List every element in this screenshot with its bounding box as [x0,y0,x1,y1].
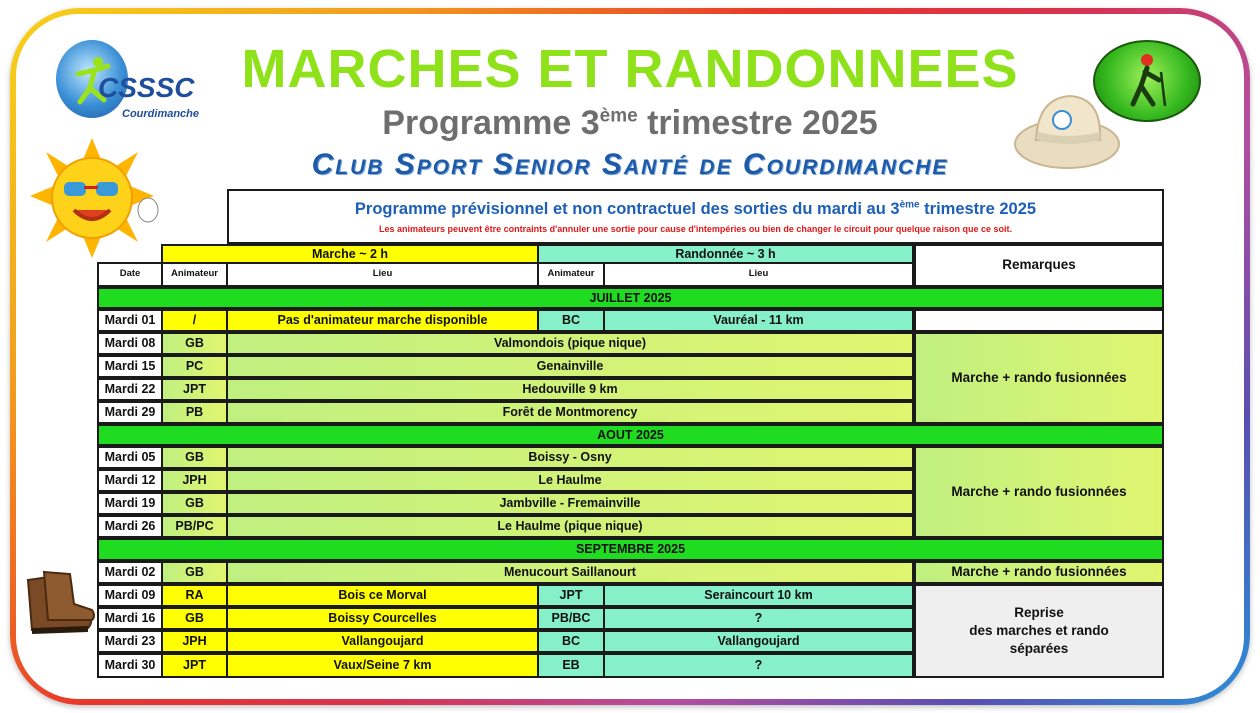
remark-cell-empty [914,309,1164,332]
remarques-header: Remarques [914,244,1164,287]
date-cell: Mardi 23 [97,630,163,653]
date-cell: Mardi 01 [97,309,163,332]
straw-hat-icon [1012,88,1122,174]
remark-cell: Marche + rando fusionnées [914,561,1164,584]
csssc-logo [52,40,202,130]
rando-lieu-cell: ? [603,653,914,678]
rando-animateur-cell: EB [537,653,605,678]
hiking-boots-icon [22,570,98,640]
date-cell: Mardi 19 [97,492,163,515]
month-banner-aout: AOUT 2025 [97,424,1164,446]
lieu-cell: Jambville - Fremainville [226,492,914,515]
lieu-cell: Le Haulme [226,469,914,492]
logo-text: CSSSC [98,72,195,103]
animateur-cell: GB [161,446,228,469]
lieu-cell: Forêt de Montmorency [226,401,914,424]
marche-lieu-cell: Pas d'animateur marche disponible [226,309,539,332]
logo-city: Courdimanche [122,108,200,120]
animateur-cell: PB [161,401,228,424]
lieu-cell: Le Haulme (pique nique) [226,515,914,538]
animateur-cell: PB/PC [161,515,228,538]
page-subtitle: Programme 3ème trimestre 2025 [382,104,878,142]
animateur-cell: JPT [161,378,228,401]
rando-lieu-cell: Vallangoujard [603,630,914,653]
date-cell: Mardi 22 [97,378,163,401]
marche-animateur-cell: / [161,309,228,332]
date-cell: Mardi 12 [97,469,163,492]
marche-lieu-header: Lieu [226,262,539,287]
remark-cell-reprise [914,584,1164,678]
notice-box [227,189,1164,244]
rando-animateur-header: Animateur [537,262,605,287]
program-table [97,189,1164,678]
marche-lieu-cell: Vallangoujard [226,630,539,653]
animateur-cell: GB [161,492,228,515]
date-cell: Mardi 26 [97,515,163,538]
remark-line: Reprise [1014,604,1064,620]
marche-animateur-cell: RA [161,584,228,607]
lieu-cell: Boissy - Osny [226,446,914,469]
remark-cell: Marche + rando fusionnées [914,332,1164,424]
marche-lieu-cell: Vaux/Seine 7 km [226,653,539,678]
rando-animateur-cell: BC [537,630,605,653]
date-cell: Mardi 09 [97,584,163,607]
date-cell: Mardi 15 [97,355,163,378]
date-cell: Mardi 08 [97,332,163,355]
rando-animateur-cell: BC [537,309,605,332]
remark-line: séparées [1009,641,1069,657]
date-cell: Mardi 02 [97,561,163,584]
marche-animateur-cell: GB [161,607,228,630]
lieu-cell: Valmondois (pique nique) [226,332,914,355]
remark-line: des marches et rando [969,622,1109,638]
club-name: Club Sport Senior Santé de Courdimanche [311,148,949,181]
month-banner-juillet: JUILLET 2025 [97,287,1164,309]
rando-lieu-cell: Seraincourt 10 km [603,584,914,607]
date-cell: Mardi 30 [97,653,163,678]
marche-lieu-cell: Bois ce Morval [226,584,539,607]
lieu-cell: Hedouville 9 km [226,378,914,401]
remark-cell: Marche + rando fusionnées [914,446,1164,538]
rando-group-header: Randonnée ~ 3 h [537,244,914,264]
marche-animateur-cell: JPH [161,630,228,653]
rando-lieu-cell: ? [603,607,914,630]
month-banner-septembre: SEPTEMBRE 2025 [97,538,1164,561]
rando-animateur-cell: PB/BC [537,607,605,630]
notice-title: Programme prévisionnel et non contractuel des sorties du mardi au 3ème trimestre 2025 [354,199,1037,219]
lieu-cell: Menucourt Saillanourt [226,561,914,584]
date-cell: Mardi 05 [97,446,163,469]
date-column-header: Date [97,262,163,287]
notice-disclaimer: Les animateurs peuvent être contraints d'annuler une sortie pour cause d'intempéries ou bien de changer le circuit pour quelque raison que ce soit. [379,223,1012,234]
animateur-cell: GB [161,561,228,584]
marche-group-header: Marche ~ 2 h [161,244,539,264]
rando-lieu-header: Lieu [603,262,914,287]
date-cell: Mardi 29 [97,401,163,424]
animateur-cell: JPH [161,469,228,492]
date-cell: Mardi 16 [97,607,163,630]
animateur-cell: PC [161,355,228,378]
lieu-cell: Genainville [226,355,914,378]
marche-animateur-cell: JPT [161,653,228,678]
rando-lieu-cell: Vauréal - 11 km [603,309,914,332]
animateur-cell: GB [161,332,228,355]
marche-animateur-header: Animateur [161,262,228,287]
rando-animateur-cell: JPT [537,584,605,607]
page-title: MARCHES ET RANDONNEES [241,39,1019,99]
marche-lieu-cell: Boissy Courcelles [226,607,539,630]
